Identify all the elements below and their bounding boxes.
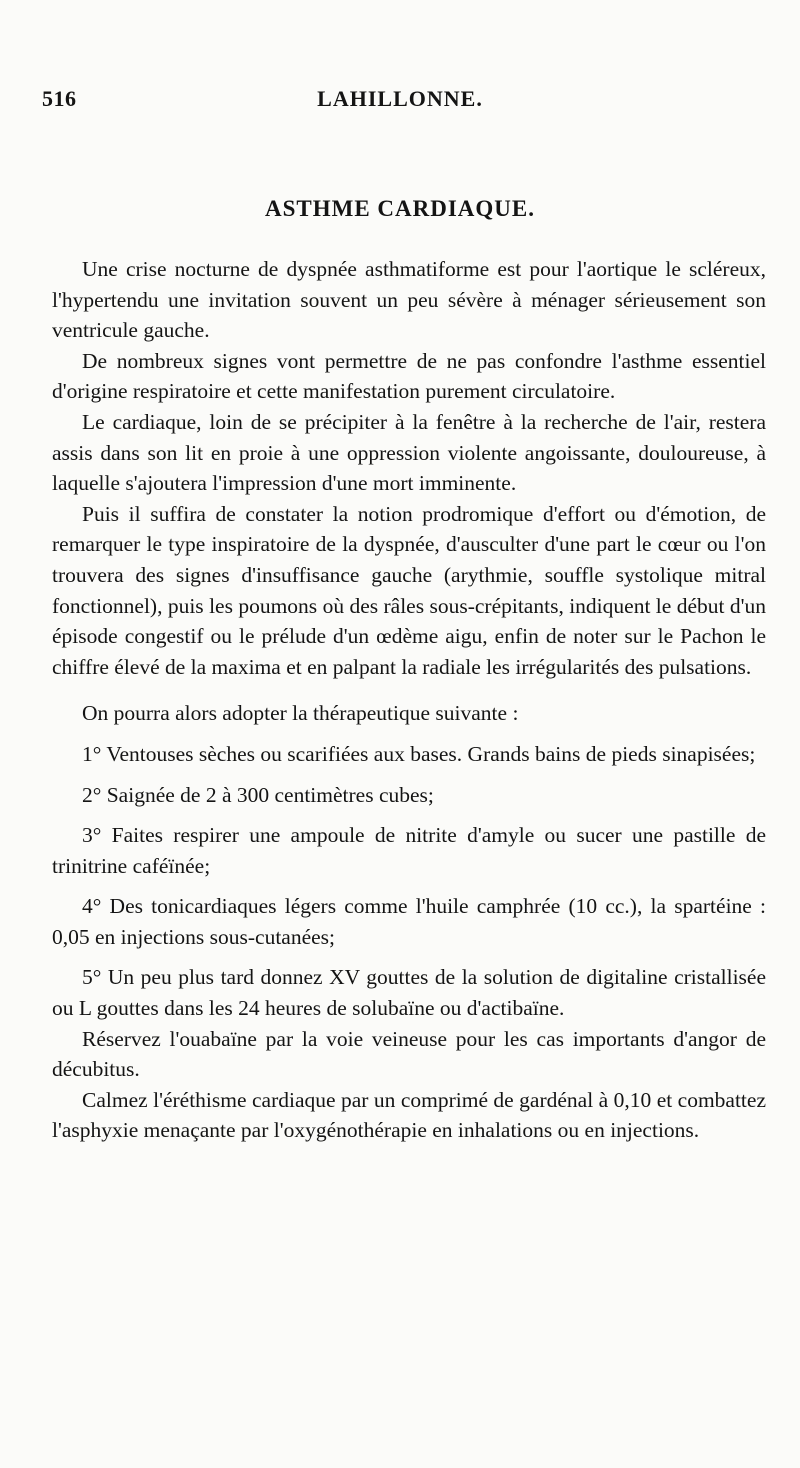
paragraph: Réservez l'ouabaïne par la voie veineuse pour les cas importants d'angor de décubitus.	[52, 1026, 766, 1082]
list-item: 1° Ventouses sèches ou scarifiées aux bases. Grands bains de pieds sinapisées;	[82, 741, 756, 766]
paragraph: Puis il suffira de constater la notion prodromique d'effort ou d'émotion, de remarquer le type inspiratoire de la dyspnée, d'ausculter d'une part le cœur ou l'on trouvera des signes d'insuffisance gauche (arythmie, souffle systolique mitral fonctionnel), puis les poumons où des râles sous-crépitants, indiquent le début d'un épisode congestif ou le prélude d'un œdème aigu, enfin de noter sur le Pachon le chiffre élevé de la maxima et en palpant la radiale les irrégularités des pulsations.	[52, 501, 766, 679]
paragraph: Une crise nocturne de dyspnée asthmatiforme est pour l'aortique le scléreux, l'hypertendu une invitation souvent un peu sévère à ménager sérieusement son ventricule gauche.	[52, 257, 766, 343]
paragraph: Le cardiaque, loin de se précipiter à la fenêtre à la recherche de l'air, restera assis dans son lit en proie à une oppression violente angoissante, douloureuse, à laquelle s'ajoutera l'impression d'une mort imminente.	[52, 409, 766, 496]
list-item: 2° Saignée de 2 à 300 centimètres cubes;	[82, 782, 434, 807]
list-item: 4° Des tonicardiaques légers comme l'huile camphrée (10 cc.), la spartéine : 0,05 en injections sous-cutanées;	[52, 894, 766, 949]
page-number: 516	[42, 86, 77, 111]
paragraph: Calmez l'éréthisme cardiaque par un comprimé de gardénal à 0,10 et combattez l'asphyxie menaçante par l'oxygénothérapie en inhalations ou en injections.	[52, 1087, 766, 1143]
running-title: LAHILLONNE.	[317, 86, 483, 111]
section-title: ASTHME CARDIAQUE.	[264, 196, 536, 221]
paragraph: De nombreux signes vont permettre de ne pas confondre l'asthme essentiel d'origine respiratoire et cette manifestation purement circulatoire.	[52, 348, 766, 404]
list-item: 3° Faites respirer une ampoule de nitrite d'amyle ou sucer une pastille de trinitrine caféïnée;	[52, 823, 766, 878]
running-head	[42, 86, 758, 116]
list-item: 5° Un peu plus tard donnez XV gouttes de la solution de digitaline cristallisée ou L gouttes dans les 24 heures de solubaïne ou d'actibaïne.	[52, 965, 766, 1021]
body-text	[52, 254, 766, 1146]
paragraph: On pourra alors adopter la thérapeutique suivante :	[82, 701, 519, 726]
